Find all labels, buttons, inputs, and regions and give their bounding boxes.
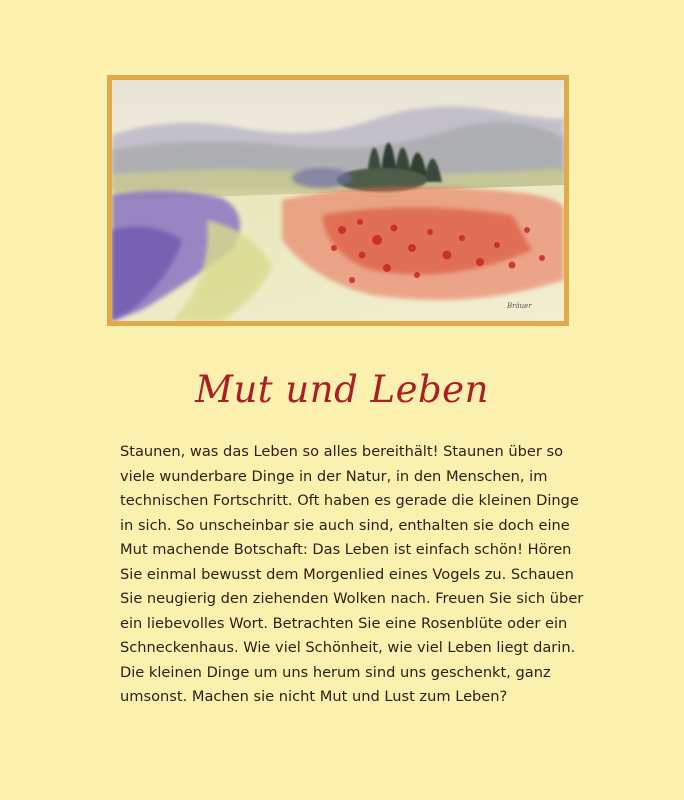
body-paragraph: Staunen, was das Leben so alles bereithält! Staunen über so viele wunderbare Dinge in der Natur, in den Menschen, im technischen Fortschritt. Oft haben es gerade die kleinen Dinge in sich. So unscheinbar sie auch sind, enthalten sie doch eine Mut machende Botschaft: Das Leben ist einfach schön! Hören Sie einmal bewusst dem Morgenlied eines Vogels zu. Schauen Sie neugierig den ziehenden Wolken nach. Freuen Sie sich über ein liebevolles Wort. Betrachten Sie eine Rosenblüte oder ein Schneckenhaus. Wie viel Schönheit, wie viel Leben liegt darin. Die kleinen Dinge um uns herum sind uns geschenkt, ganz umsonst. Machen sie nicht Mut und Lust zum Leben? [120, 443, 584, 705]
page-title: Mut und Leben [195, 368, 489, 411]
watercolor-landscape-image [112, 80, 564, 321]
painting-frame [107, 75, 569, 326]
artist-signature: Bräuer [507, 302, 532, 310]
